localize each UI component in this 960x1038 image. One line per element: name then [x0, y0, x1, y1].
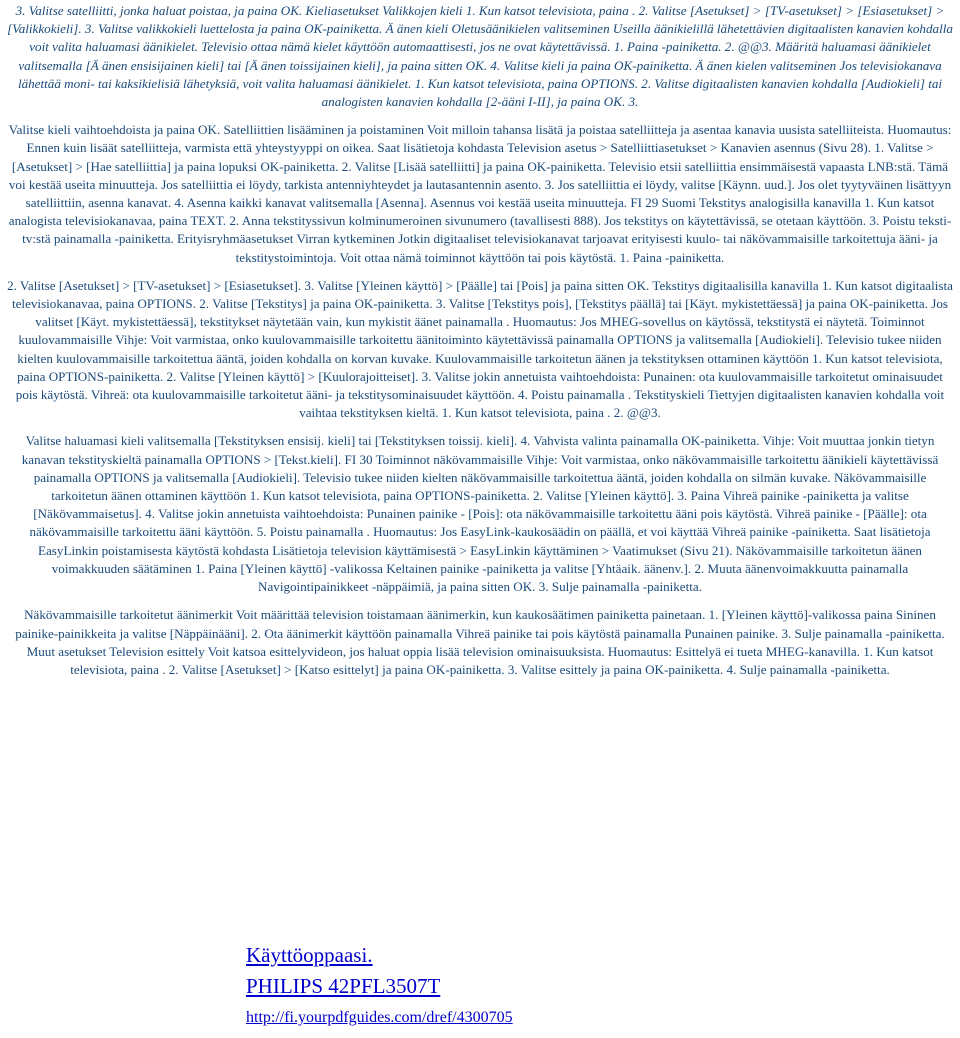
paragraph-satellites-subtitles: Valitse kieli vaihtoehdoista ja paina OK. Satelliittien lisääminen ja poistaminen Voit milloin tahansa lisätä ja poistaa satelliitteja ja asentaa kanavia uusista satelliiteista. Huomautus: Ennen kuin lisäät satelliitteja, varmista että yhteystyyppi on oikea. Saat lisätietoja kohdasta Television asetus > Satelliittiasetukset > Kanavien asennus (Sivu 28). 1. Valitse > [Asetukset] > [Hae satelliittia] ja paina lopuksi OK-painiketta. 2. Valitse [Lisää satelliitti] ja paina OK-painiketta. Televisio etsii satelliittia ensimmäisestä vapaasta LNB:stä. Tämä voi kestää useita minuutteja. Jos satelliittia ei löydy, tarkista antenniyhteydet ja lautasantennin asento. 3. Jos satelliittia ei löydy, valitse [Käynn. uud.]. Jos olet tyytyväinen lisättyyn satelliittiin, asenna kanavat. 4. Asenna kaikki kanavat valitsemalla [Asenna]. Asennus voi kestää useita minuutteja. FI 29 Suomi Tekstitys analogisilla kanavilla 1. Kun katsot analogista televisiokanavaa, paina TEXT. 2. Anna tekstityssivun kolminumeroinen sivunumero (tavallisesti 888). Jos tekstitys on käytettävissä, se otetaan käyttöön. 3. Poistu teksti-tv:stä painamalla -painiketta. Erityisryhmäasetukset Virran kytkeminen Jotkin digitaaliset televisiokanavat tarjoavat erityisesti kuulo- tai näkövammaisille tarkoitettuja ääni- ja tekstitystoimintoja. Voit ottaa nämä toiminnot käyttöön tai pois käytöstä. 1. Paina -painiketta.: [8, 122, 952, 265]
paragraph-visually-impaired: Valitse haluamasi kieli valitsemalla [Tekstityksen ensisij. kieli] tai [Tekstityksen toissij. kieli]. 4. Vahvista valinta painamalla OK-painiketta. Vihje: Voit muuttaa jonkin tietyn kanavan tekstityskieltä painamalla OPTIONS > [Tekst.kieli]. FI 30 Toiminnot näkövammaisille Vihje: Voit varmistaa, onko näkövammaisille tarkoitettu äänikieli käytettävissä painamalla OPTIONS ja valitsemalla [Audiokieli]. Televisio tukee niiden kielten näkövammaisille tarkoitettua ääntä, joiden kohdalla on silmän kuvake. Näkövammaisille tarkoitetun äänen ottaminen käyttöön 1. Kun katsot televisiota, paina OPTIONS-painiketta. 2. Valitse [Yleinen käyttö]. 3. Paina Vihreä painike -painiketta ja valitse [Näkövammaisetus]. 4. Valitse jokin annetuista vaihtoehdoista: Punainen painike - [Pois]: ota näkövammaisille tarkoitettu ääni pois käytöstä. Vihreä painike - [Päälle]: ota näkövammaisille tarkoitettu ääni käyttöön. 5. Poistu painamalla . Huomautus: Jos EasyLink-kaukosäädin on päällä, et voi käyttää Vihreä painike -painiketta. Saat lisätietoja EasyLinkin poistamisesta käytöstä kohdasta Lisätietoja television käyttämisestä > EasyLinkin käyttäminen > Vaatimukset (Sivu 21). Näkövammaisille tarkoitetun äänen voimakkuuden säätäminen 1. Paina [Yleinen käyttö] -valikossa Keltainen painike -painiketta ja valitse [Yhtäaik. äänenv.]. 2. Muuta äänenvoimakkuutta painamalla Navigointipainikkeet -näppäimiä, ja paina sitten OK. 3. Sulje painamalla -painiketta.: [21, 433, 939, 595]
footer-links: [246, 940, 513, 1030]
manual-link[interactable]: Käyttöoppaasi.: [246, 943, 373, 967]
model-link[interactable]: PHILIPS 42PFL3507T: [246, 974, 441, 998]
url-link[interactable]: http://fi.yourpdfguides.com/dref/4300705: [246, 1009, 513, 1026]
paragraph-language-settings: 3. Valitse satelliitti, jonka haluat poistaa, ja paina OK. Kieliasetukset Valikkojen kieli 1. Kun katsot televisiota, paina . 2. Valitse [Asetukset] > [TV-asetukset] > [Esiasetukset] > [Valikkokieli]. 3. Valitse valikkokieli luettelosta ja paina OK-painiketta. Ä änen kieli Oletusäänikielen valitseminen Useilla äänikielillä lähetettävien digitaalisten kanavien kohdalla voit valita haluamasi äänikielet. Televisio ottaa nämä kielet käyttöön automaattisesti, jos ne ovat käytettävissä. 1. Paina -painiketta. 2. @@3. Määritä haluamasi äänikielet valitsemalla [Ä änen ensisijainen kieli] tai [Ä änen toissijainen kieli], ja paina sitten OK. 4. Valitse kieli ja paina OK-painiketta. Ä änen kielen valitseminen Jos televisiokanava lähettää moni- tai kaksikielisiä lähetyksiä, voit valita haluamasi äänikielet. 1. Kun katsot televisiota, paina OPTIONS. 2. Valitse digitaalisten kanavien kohdalla [Audiokieli] tai analogisten kanavien kohdalla [2-ääni I-II], ja paina OK. 3.: [7, 3, 953, 110]
paragraph-beeps-demo: Näkövammaisille tarkoitetut äänimerkit Voit määrittää television toistamaan äänimerkin, kun kaukosäätimen painiketta painetaan. 1. [Yleinen käyttö]-valikossa paina Sininen painike-painikkeita ja valitse [Näppäinääni]. 2. Ota äänimerkit käyttöön painamalla Vihreä painike tai pois käytöstä painamalla Punainen painike. 3. Sulje painamalla -painiketta. Muut asetukset Television esittely Voit katsoa esittelyvideon, jos haluat oppia lisää television ominaisuuksista. Huomautus: Esittelyä ei tueta MHEG-kanavilla. 1. Kun katsot televisiota, paina . 2. Valitse [Asetukset] > [Katso esittelyt] ja paina OK-painiketta. 3. Valitse esittely ja paina OK-painiketta. 4. Sulje painamalla -painiketta.: [15, 607, 945, 677]
paragraph-digital-subtitles-hearing: 2. Valitse [Asetukset] > [TV-asetukset] > [Esiasetukset]. 3. Valitse [Yleinen käyttö] > [Päälle] tai [Pois] ja paina sitten OK. Tekstitys digitaalisilla kanavilla 1. Kun katsot digitaalista televisiokanavaa, paina OPTIONS. 2. Valitse [Tekstitys] ja paina OK-painiketta. 3. Valitse [Tekstitys pois], [Tekstitys päällä] tai [Käyt. mykistettäessä] ja paina OK-painiketta. Jos valitset [Käyt. mykistettäessä], tekstitykset näytetään vain, kun mykistit äänet painamalla . Huomautus: Jos MHEG-sovellus on käytössä, tekstitystä ei näytetä. Toiminnot kuulovammaisille Vihje: Voit varmistaa, onko kuulovammaisille tarkoitettu äänitoiminto käytettävissä painamalla OPTIONS ja valitsemalla [Audiokieli]. Televisio tukee niiden kielten kuulovammaisille tarkoitettua ääntä, joiden kohdalla on korvan kuvake. Kuulovammaisille tarkoitetun äänen ja tekstityksen ottaminen käyttöön 1. Kun katsot televisiota, paina OPTIONS-painiketta. 2. Valitse [Yleinen käyttö] > [Kuulorajoitteiset]. 3. Valitse jokin annetuista vaihtoehdoista: Punainen: ota kuulovammaisille tarkoitetut ominaisuudet pois käytöstä. Vihreä: ota kuulovammaisille tarkoitetut ääni- ja tekstitysominaisuudet käyttöön. 4. Poistu painamalla . Tekstityskieli Tiettyjen digitaalisten kanavien kohdalla voit vaihtaa tekstityksen kieltä. 1. Kun katsot televisiota, paina . 2. @@3.: [7, 277, 953, 421]
